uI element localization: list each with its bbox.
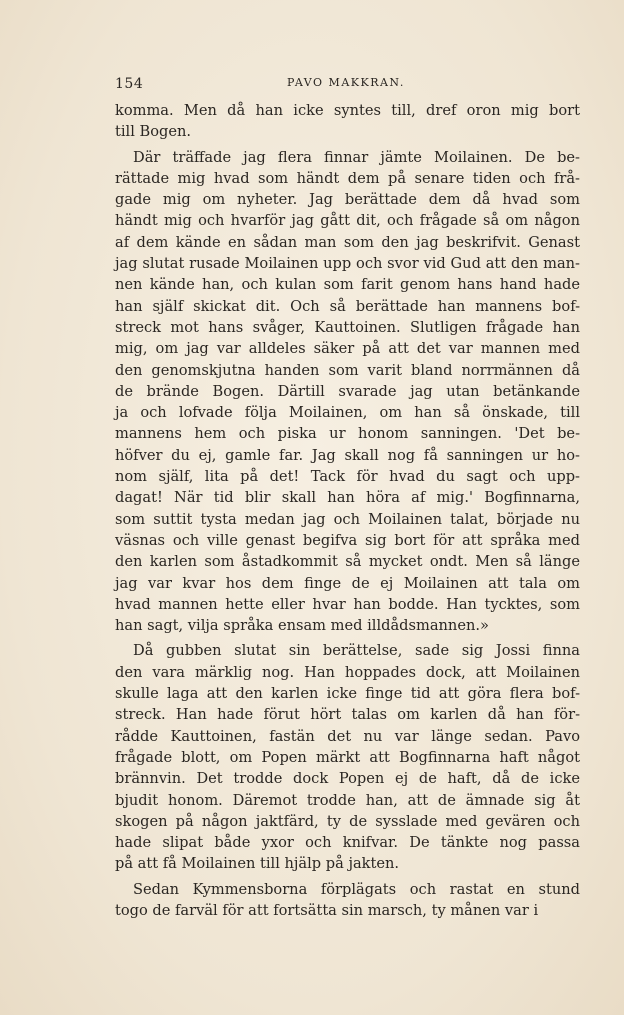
text-line: jag var kvar hos dem finge de ej Moilainen att tala om — [115, 574, 580, 592]
text-line: Sedan Kymmensborna förplägats och rastat en stund — [133, 880, 580, 898]
text-line: frågade blott, om Popen märkt att Bogfinnarna haft något — [115, 748, 580, 766]
text-line: han själf skickat dit. Och så berättade han mannens bof- — [115, 297, 580, 315]
text-line: hade slipat både yxor och knifvar. De tänkte nog passa — [115, 834, 580, 852]
paragraph — [115, 100, 580, 143]
text-line: händt mig och hvarför jag gått dit, och frågade så om någon — [115, 212, 580, 230]
running-title: PAVO MAKKRAN. — [287, 76, 405, 89]
text-line: den karlen som åstadkommit så mycket ondt. Men så länge — [115, 553, 580, 571]
text-line: nom själf, lita på det! Tack för hvad du sagt och upp- — [115, 468, 580, 486]
text-line: hvad mannen hette eller hvar han bodde. Han tycktes, som — [115, 595, 580, 613]
text-line: mannens hem och piska ur honom sanningen. 'Det be- — [115, 425, 580, 443]
text-line: streck. Han hade förut hört talas om karlen då han för- — [115, 706, 580, 724]
body-text — [115, 100, 580, 921]
text-line: brännvin. Det trodde dock Popen ej de haft, då de icke — [115, 770, 580, 788]
text-line: på att få Moilainen till hjälp på jakten. — [115, 855, 400, 873]
text-line: rådde Kauttoinen, fastän det nu var länge sedan. Pavo — [115, 727, 580, 745]
text-line: de brände Bogen. Därtill svarade jag utan betänkande — [115, 382, 580, 400]
page-header — [115, 76, 585, 96]
text-line: ja och lofvade följa Moilainen, om han så önskade, till — [115, 404, 580, 422]
text-line: mig, om jag var alldeles säker på att det var mannen med — [115, 340, 580, 358]
text-line: höfver du ej, gamle far. Jag skall nog få sanningen ur ho- — [115, 446, 580, 464]
text-line: bjudit honom. Däremot trodde han, att de ämnade sig åt — [115, 791, 580, 809]
text-line: Då gubben slutat sin berättelse, sade sig Jossi finna — [133, 642, 580, 660]
paragraph — [115, 879, 580, 922]
text-line: rättade mig hvad som händt dem på senare tiden och frå- — [115, 169, 580, 187]
paragraph — [115, 147, 580, 637]
text-line: af dem kände en sådan man som den jag beskrifvit. Genast — [115, 233, 580, 251]
page-number: 154 — [115, 76, 144, 92]
text-line: nen kände han, och kulan som farit genom hans hand hade — [115, 276, 580, 294]
text-line: jag slutat rusade Moilainen upp och svor vid Gud att den man- — [115, 255, 580, 273]
text-line: dagat! När tid blir skall han höra af mig.' Bogfinnarna, — [115, 489, 580, 507]
text-line: komma. Men då han icke syntes till, dref oron mig bort — [115, 102, 580, 119]
text-line: skulle laga att den karlen icke finge tid att göra flera bof- — [115, 685, 580, 703]
text-line: skogen på någon jaktfärd, ty de sysslade med gevären och — [115, 812, 580, 830]
text-line: streck mot hans svåger, Kauttoinen. Slutligen frågade han — [115, 318, 580, 336]
paragraph — [115, 640, 580, 874]
text-line: han sagt, vilja språka ensam med illdådsmannen.» — [115, 617, 489, 635]
text-line: den vara märklig nog. Han hoppades dock, att Moilainen — [115, 663, 580, 681]
text-line: som suttit tysta medan jag och Moilainen talat, började nu — [115, 510, 580, 528]
text-line: gade mig om nyheter. Jag berättade dem då hvad som — [115, 191, 580, 209]
text-line: togo de farväl för att fortsätta sin marsch, ty månen var i — [115, 901, 539, 919]
text-line: den genomskjutna handen som varit bland norrmännen då — [115, 361, 580, 379]
text-line: Där träffade jag flera finnar jämte Moilainen. De be- — [133, 148, 580, 166]
text-line: till Bogen. — [115, 123, 192, 141]
text-line: väsnas och ville genast begifva sig bort för att språka med — [115, 531, 580, 549]
